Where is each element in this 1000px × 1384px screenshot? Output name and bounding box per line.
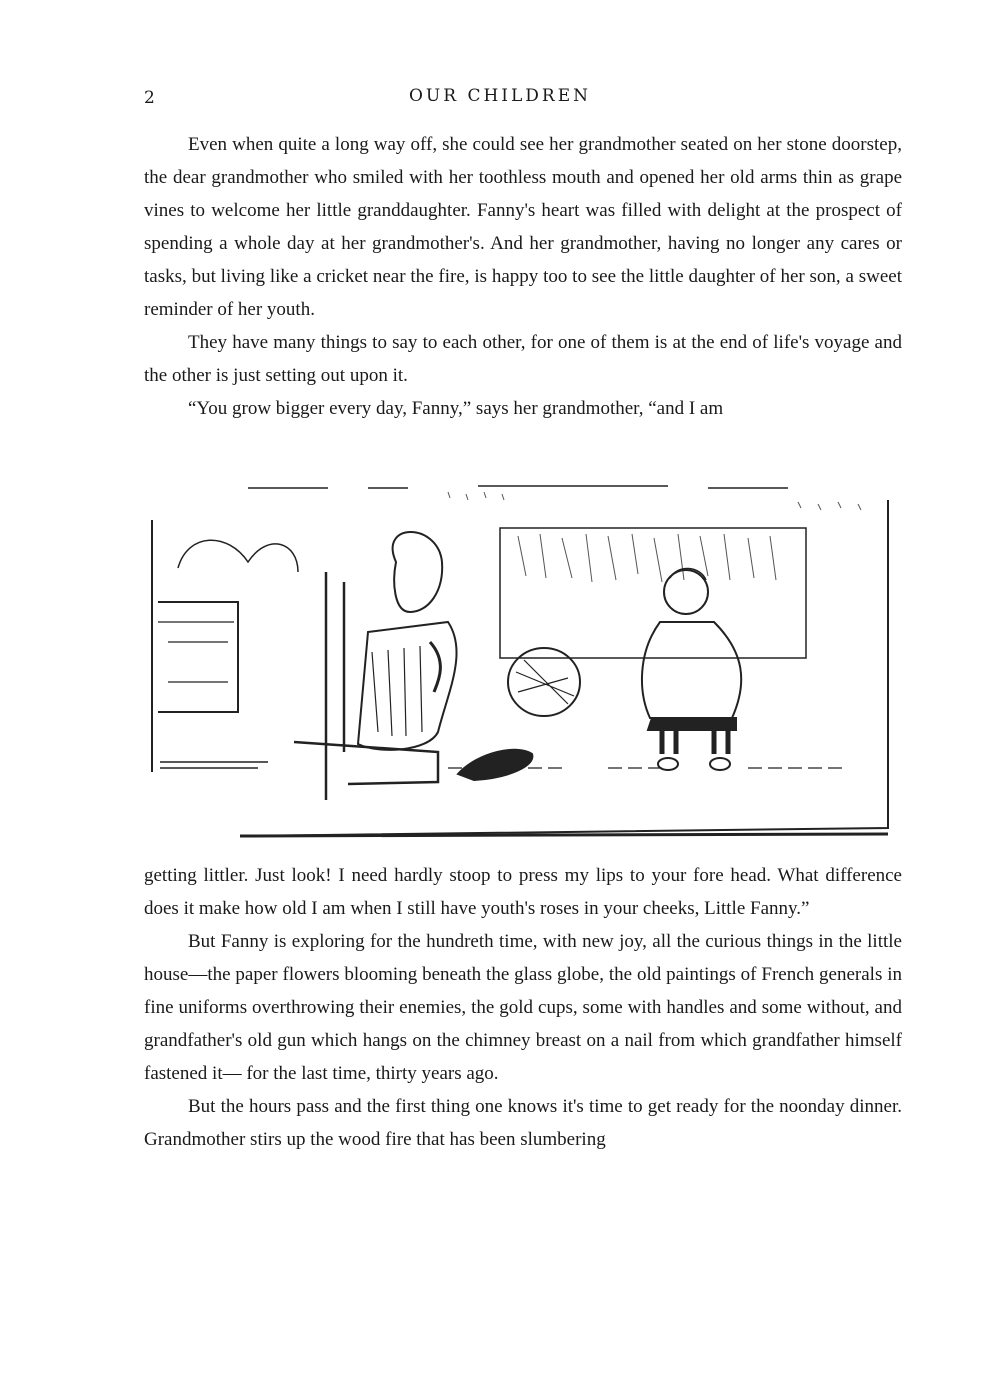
page-number: 2 <box>144 88 155 108</box>
paragraph: But Fanny is exploring for the hundreth time, with new joy, all the curious things in the little house—the paper flowers blooming beneath the glass globe, the old paintings of French generals in fine uniforms overthrowing their enemies, the gold cups, some with handles and some without, and grandfather's old gun which hangs on the chimney breast on a nail from which grandfather himself fastened it— for the last time, thirty years ago. <box>144 931 902 1084</box>
body-text-top <box>144 128 902 425</box>
paragraph: But the hours pass and the first thing one knows it's time to get ready for the noonday dinner. Grandmother stirs up the wood fire that has been slumbering <box>144 1096 902 1150</box>
paragraph: getting littler. Just look! I need hardly stoop to press my lips to your fore head. What difference does it make how old I am when I still have youth's roses in your cheeks, Little Fanny.” <box>144 865 902 919</box>
paragraph: “You grow bigger every day, Fanny,” says her grandmother, “and I am <box>188 398 724 419</box>
illustration-grandmother-child <box>148 482 894 838</box>
paragraph: Even when quite a long way off, she could see her grandmother seated on her stone doorstep, the dear grandmother who smiled with her toothless mouth and opened her old arms thin as grape vines to welcome her little granddaughter. Fanny's heart was filled with delight at the prospect of spending a whole day at her grandmother's. And her grandmother, having no longer any cares or tasks, but living like a cricket near the fire, is happy too to see the little daughter of her son, a sweet reminder of her youth. <box>144 134 902 320</box>
running-head: OUR CHILDREN <box>408 86 592 106</box>
body-text-bottom <box>144 859 902 1156</box>
paragraph: They have many things to say to each other, for one of them is at the end of life's voyage and the other is just setting out upon it. <box>144 332 902 386</box>
